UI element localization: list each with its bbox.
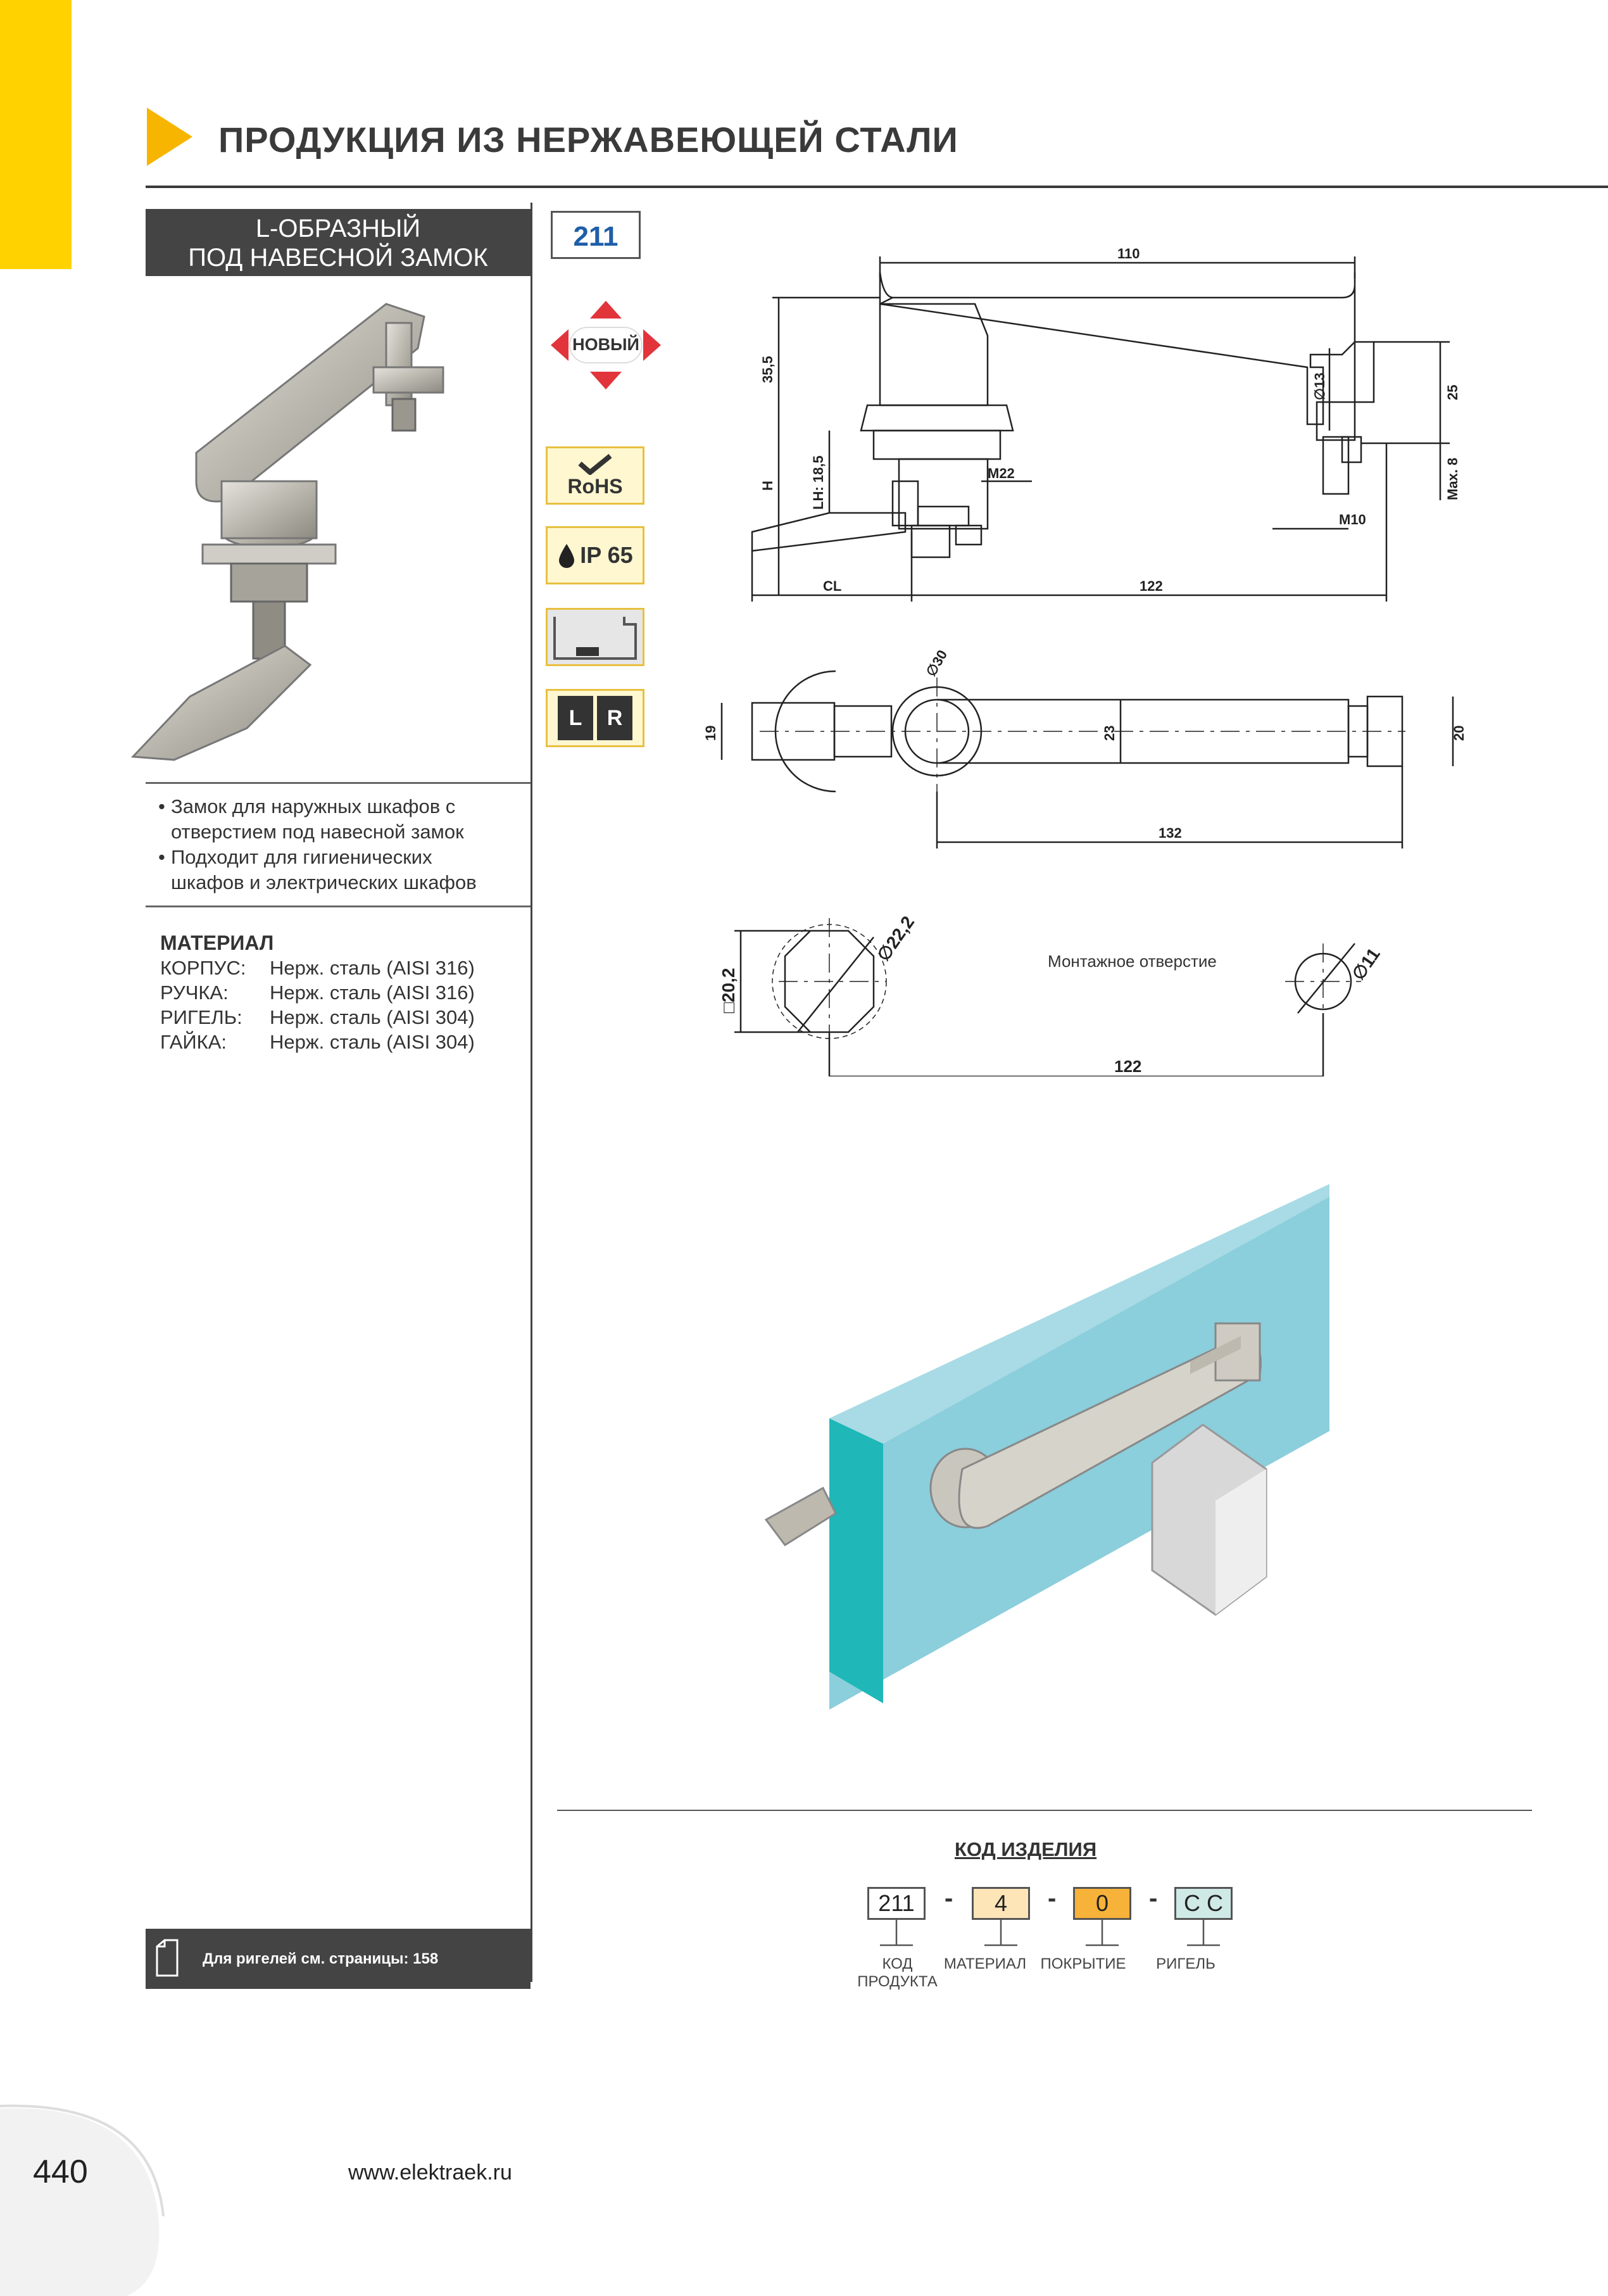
dim-20: 20 — [1451, 725, 1467, 741]
material-value: Нерж. сталь (AISI 316) — [270, 981, 475, 1004]
material-row — [160, 1030, 475, 1054]
list-item: • Замок для наружных шкафов с — [158, 794, 532, 819]
accent-bar — [0, 0, 72, 269]
material-part: ГАЙКА: — [160, 1031, 227, 1053]
column-divider — [531, 203, 532, 1982]
dim-110: 110 — [1117, 246, 1140, 262]
divider — [557, 1810, 1532, 1811]
cam-reference-note — [146, 1929, 531, 1989]
list-item: • Подходит для гигиенических — [158, 845, 532, 870]
dim-132: 132 — [1159, 825, 1182, 841]
ip-badge — [546, 526, 644, 584]
code-box-material: 4 — [972, 1887, 1030, 1920]
dim-max-8: Max. 8 — [1445, 457, 1460, 500]
product-code-title: КОД ИЗДЕЛИЯ — [955, 1838, 1097, 1860]
material-value: Нерж. сталь (AISI 304) — [270, 1006, 475, 1028]
material-part: КОРПУС: — [160, 957, 246, 979]
code-separator: - — [1048, 1884, 1057, 1912]
dim-35-5: 35,5 — [760, 356, 776, 383]
product-title-line2: ПОД НАВЕСНОЙ ЗАМОК — [188, 244, 488, 272]
checkmark-icon — [576, 453, 614, 475]
dim-23: 23 — [1102, 725, 1117, 741]
page-title: ПРОДУКЦИЯ ИЗ НЕРЖАВЕЮЩЕЙ СТАЛИ — [218, 120, 958, 160]
material-section — [160, 931, 475, 1054]
footer-url[interactable]: www.elektraek.ru — [348, 2160, 512, 2185]
lr-badge — [546, 689, 644, 747]
divider — [146, 905, 531, 907]
water-drop-icon — [557, 543, 576, 568]
mounting-badge — [546, 608, 644, 666]
rohs-label: RoHS — [567, 474, 623, 498]
new-badge — [546, 294, 666, 396]
cam-reference-text: Для ригелей см. страницы: 158 — [203, 1950, 439, 1967]
right-hand-label: R — [597, 696, 632, 740]
dim-cutout-122: 122 — [1114, 1057, 1142, 1076]
dim-dia-30: ∅30 — [922, 647, 951, 679]
page-icon — [154, 1939, 180, 1977]
technical-drawing — [684, 234, 1481, 1076]
feature-list — [158, 794, 532, 895]
new-badge-label: НОВЫЙ — [572, 335, 639, 354]
code-connectors — [867, 1920, 1247, 1952]
dim-lh-18-5: LH: 18,5 — [810, 455, 826, 510]
material-heading: МАТЕРИАЛ — [160, 931, 274, 954]
dim-h: H — [760, 481, 776, 491]
product-code-diagram — [867, 1884, 1223, 1957]
code-box-product: 211 — [867, 1887, 926, 1920]
dim-122: 122 — [1140, 578, 1163, 594]
material-part: РУЧКА: — [160, 981, 229, 1004]
dim-dia-13: ∅13 — [1312, 372, 1328, 400]
code-label-product: КОД ПРОДУКТА — [857, 1955, 938, 1990]
left-hand-label: L — [558, 696, 593, 740]
material-row — [160, 956, 475, 980]
list-item — [158, 870, 532, 895]
title-divider — [146, 186, 1608, 188]
list-item-text: отверстием под навесной замок — [171, 821, 464, 843]
dim-dia-22-2: ∅22,2 — [873, 912, 919, 965]
dim-m22: M22 — [988, 465, 1015, 481]
list-item-text: шкафов и электрических шкафов — [171, 871, 477, 893]
dim-20-2: □20,2 — [719, 968, 738, 1013]
rohs-badge — [546, 446, 644, 505]
installation-illustration — [760, 1184, 1342, 1710]
code-label-coating: ПОКРЫТИЕ — [1040, 1955, 1126, 1972]
product-title-line1: L-ОБРАЗНЫЙ — [255, 215, 421, 243]
list-item — [158, 819, 532, 845]
dim-dia-11: ∅11 — [1348, 944, 1384, 984]
dim-25: 25 — [1445, 384, 1460, 400]
code-separator: - — [1149, 1884, 1158, 1912]
material-row — [160, 980, 475, 1005]
cutout-label: Монтажное отверстие — [1048, 952, 1217, 971]
material-value: Нерж. сталь (AISI 316) — [270, 957, 475, 979]
title-arrow-icon — [147, 108, 192, 166]
divider — [146, 782, 531, 784]
dim-m10: M10 — [1339, 512, 1366, 527]
product-photo — [120, 291, 525, 766]
code-box-coating: 0 — [1073, 1887, 1131, 1920]
material-row — [160, 1005, 475, 1030]
page-number: 440 — [33, 2154, 88, 2190]
code-box-cam: C C — [1174, 1887, 1233, 1920]
code-label-material: МАТЕРИАЛ — [943, 1955, 1027, 1972]
dim-cl: CL — [823, 578, 842, 594]
code-label-cam: РИГЕЛЬ — [1156, 1955, 1215, 1972]
material-value: Нерж. сталь (AISI 304) — [270, 1031, 475, 1053]
dim-19: 19 — [703, 725, 719, 741]
code-separator: - — [945, 1884, 953, 1912]
product-title — [146, 209, 531, 276]
ip-label: IP 65 — [580, 542, 633, 568]
material-part: РИГЕЛЬ: — [160, 1006, 242, 1028]
page-curl — [0, 2090, 177, 2296]
product-code-badge: 211 — [551, 211, 641, 259]
panel-mount-icon — [551, 612, 639, 662]
